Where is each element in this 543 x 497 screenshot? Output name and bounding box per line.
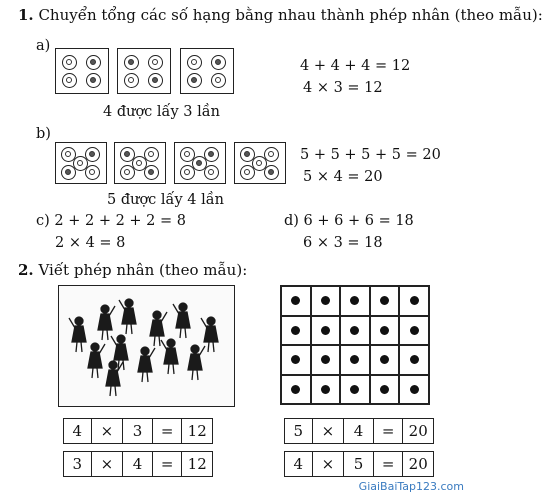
dot-icon: [350, 296, 359, 305]
children-illustration: [58, 285, 235, 407]
grid-cell: [281, 286, 311, 316]
cell-operator: ×: [313, 419, 345, 443]
dot-icon: [291, 296, 300, 305]
exercise-2-title: [18, 261, 247, 279]
dot-icon: [380, 385, 389, 394]
dot-icon: [291, 385, 300, 394]
multiplication-row-left-1: [63, 418, 213, 444]
dot-icon: [350, 326, 359, 335]
cell-equals: =: [374, 452, 404, 476]
exercise-2-instruction: Viết phép nhân (theo mẫu):: [38, 261, 248, 279]
coin-icon: [187, 55, 202, 70]
coin-icon: [204, 165, 219, 180]
watermark: GiaiBaiTap123.com: [358, 480, 464, 493]
part-b-caption: 5 được lấy 4 lần: [107, 192, 224, 208]
part-d-multiplication: 6 × 3 = 18: [303, 235, 383, 251]
dot-icon: [410, 296, 419, 305]
dot-grid: [280, 285, 430, 405]
dot-icon: [350, 385, 359, 394]
cell-product: 12: [187, 455, 207, 473]
coin-icon: [61, 165, 76, 180]
exercise-1-number: 1.: [18, 6, 34, 24]
grid-cell: [370, 375, 400, 405]
multiplication-row-left-2: [63, 451, 213, 477]
dice-box-b4: [234, 142, 286, 184]
coin-icon: [264, 165, 279, 180]
coin-icon: [120, 165, 135, 180]
part-a-caption: 4 được lấy 3 lần: [103, 104, 220, 120]
coin-icon: [62, 73, 77, 88]
coin-icon: [86, 73, 101, 88]
part-b-multiplication: 5 × 4 = 20: [303, 169, 383, 185]
cell-factor: 4: [64, 419, 92, 443]
coin-icon: [62, 55, 77, 70]
cell-product: 20: [408, 422, 428, 440]
dot-icon: [350, 355, 359, 364]
coin-icon: [211, 55, 226, 70]
cell-equals: =: [153, 452, 183, 476]
exercise-2-number: 2.: [18, 261, 34, 279]
cell-factor: 3: [64, 452, 92, 476]
dot-icon: [380, 296, 389, 305]
coin-icon: [211, 73, 226, 88]
part-c-multiplication: 2 × 4 = 8: [55, 235, 126, 251]
coin-icon: [187, 73, 202, 88]
dot-icon: [410, 326, 419, 335]
dot-icon: [380, 326, 389, 335]
grid-cell: [370, 345, 400, 375]
coin-icon: [240, 165, 255, 180]
coin-icon: [124, 73, 139, 88]
dot-icon: [321, 326, 330, 335]
part-d-addition: d) 6 + 6 + 6 = 18: [284, 213, 414, 229]
dancing-children-image: [59, 286, 233, 405]
grid-cell: [281, 345, 311, 375]
dot-icon: [410, 355, 419, 364]
coin-icon: [85, 165, 100, 180]
cell-product: 12: [187, 422, 207, 440]
dot-icon: [321, 355, 330, 364]
multiplication-row-right-2: [284, 451, 434, 477]
multiplication-row-right-1: [284, 418, 434, 444]
dot-icon: [291, 355, 300, 364]
grid-cell: [340, 316, 370, 346]
exercise-1-instruction: Chuyển tổng các số hạng bằng nhau thành phép nhân (theo mẫu):: [38, 6, 543, 24]
cell-factor: 4: [344, 419, 374, 443]
cell-operator: ×: [92, 419, 124, 443]
coin-icon: [148, 73, 163, 88]
dice-box-a3: [180, 48, 234, 94]
cell-product: 20: [408, 455, 428, 473]
part-a-multiplication: 4 × 3 = 12: [303, 80, 383, 96]
grid-cell: [370, 286, 400, 316]
cell-factor: 5: [285, 419, 313, 443]
dot-icon: [380, 355, 389, 364]
cell-operator: ×: [313, 452, 345, 476]
grid-cell: [370, 316, 400, 346]
dice-box-b1: [55, 142, 107, 184]
grid-cell: [340, 375, 370, 405]
grid-cell: [340, 286, 370, 316]
coin-icon: [124, 55, 139, 70]
dice-box-a2: [117, 48, 171, 94]
grid-cell: [311, 316, 341, 346]
dice-box-b3: [174, 142, 226, 184]
grid-cell: [399, 345, 429, 375]
grid-cell: [311, 345, 341, 375]
part-a-label: a): [36, 38, 51, 54]
exercise-1-title: [18, 6, 543, 24]
grid-cell: [311, 375, 341, 405]
part-b-label: b): [36, 126, 51, 142]
coin-icon: [86, 55, 101, 70]
coin-icon: [148, 55, 163, 70]
grid-cell: [340, 345, 370, 375]
part-c-addition: c) 2 + 2 + 2 + 2 = 8: [36, 213, 186, 229]
grid-cell: [399, 286, 429, 316]
grid-cell: [399, 375, 429, 405]
part-a-addition: 4 + 4 + 4 = 12: [300, 58, 411, 74]
cell-equals: =: [153, 419, 183, 443]
dice-box-b2: [114, 142, 166, 184]
dot-icon: [291, 326, 300, 335]
dot-icon: [410, 385, 419, 394]
cell-factor: 3: [123, 419, 153, 443]
coin-icon: [144, 165, 159, 180]
cell-factor: 4: [285, 452, 313, 476]
coin-icon: [180, 165, 195, 180]
part-b-addition: 5 + 5 + 5 + 5 = 20: [300, 147, 441, 163]
cell-factor: 4: [123, 452, 153, 476]
dot-icon: [321, 296, 330, 305]
grid-cell: [399, 316, 429, 346]
cell-operator: ×: [92, 452, 124, 476]
grid-cell: [281, 375, 311, 405]
cell-factor: 5: [344, 452, 374, 476]
dice-box-a1: [55, 48, 109, 94]
grid-cell: [311, 286, 341, 316]
cell-equals: =: [374, 419, 404, 443]
dot-icon: [321, 385, 330, 394]
grid-cell: [281, 316, 311, 346]
